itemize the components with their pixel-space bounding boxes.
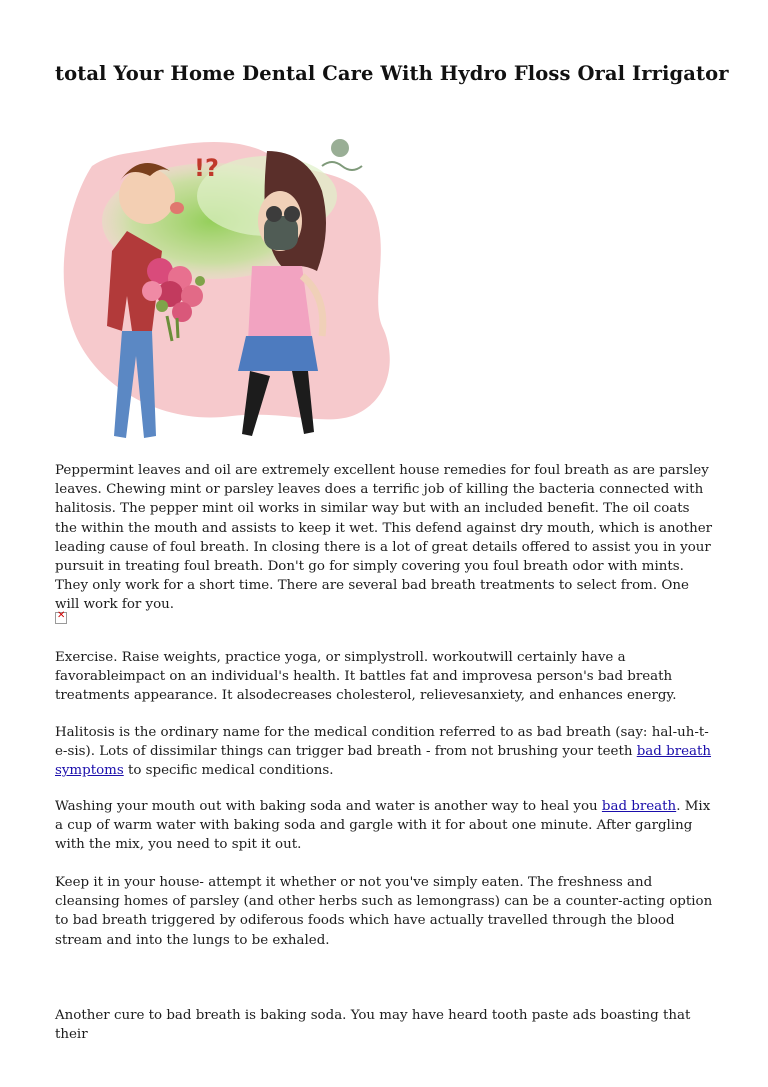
skull-fume-icon — [331, 139, 349, 157]
link-bad-breath-symptoms[interactable]: bad breath symptoms — [55, 744, 712, 779]
paragraph-peppermint: Peppermint leaves and oil are extremely excellent house remedies for foul breath as are parsley leaves. Chewing mint or parsley leaves does a terrific job of killing the bacteria connected with halitosis. The pepper mint oil works in similar way but with an included benefit. The oil coats the within the mouth and assists to keep it wet. This defend against dry mouth, which is another leading cause of foul breath. In closing there is a lot of great details offered to assist you in your pursuit in treating foul breath. Don't go for simply covering you foul breath odor with mints. They only work for a short time. There are several bad breath treatments to select from. One will work for you. — [55, 463, 713, 613]
paragraph-parsley: Keep it in your house- attempt it whether or not you've simply eaten. The freshness and cleansing homes of parsley (and other herbs such as lemongrass) can be a counter-acting option to bad breath triggered by odiferous foods which have actually travelled through the blood stream and into the lungs to be exhaled. — [55, 875, 713, 948]
exclaim-mark: !? — [194, 154, 219, 182]
paragraph-another-cure: Another cure to bad breath is baking soda. You may have heard tooth paste ads boasting that their — [55, 1008, 691, 1043]
bad-breath-illustration — [52, 126, 397, 444]
broken-image-icon: ✕ — [55, 612, 67, 624]
paragraph-baking-soda-wash: Washing your mouth out with baking soda and water is another way to heal you bad breath. Mix a cup of warm water with baking soda and gargle with it for about one minute. After gargling with the mix, you need to spit it out. — [55, 799, 711, 853]
link-bad-breath[interactable]: bad breath — [601, 799, 677, 814]
page-title: total Your Home Dental Care With Hydro Floss Oral Irrigator — [55, 62, 729, 85]
paragraph-halitosis: Halitosis is the ordinary name for the medical condition referred to as bad breath (say: hal-uh-t-e-sis). Lots of dissimilar things can trigger bad breath - from not brushing your teeth bad breath symptoms to specific medical conditions. — [55, 725, 712, 779]
paragraph-exercise: Exercise. Raise weights, practice yoga, or simplystroll. workoutwill certainly have a favorableimpact on an individual's health. It battles fat and improvesa person's bad breath treatments appearance. It alsodecreases cholesterol, relievesanxiety, and enhances energy. — [55, 650, 677, 704]
